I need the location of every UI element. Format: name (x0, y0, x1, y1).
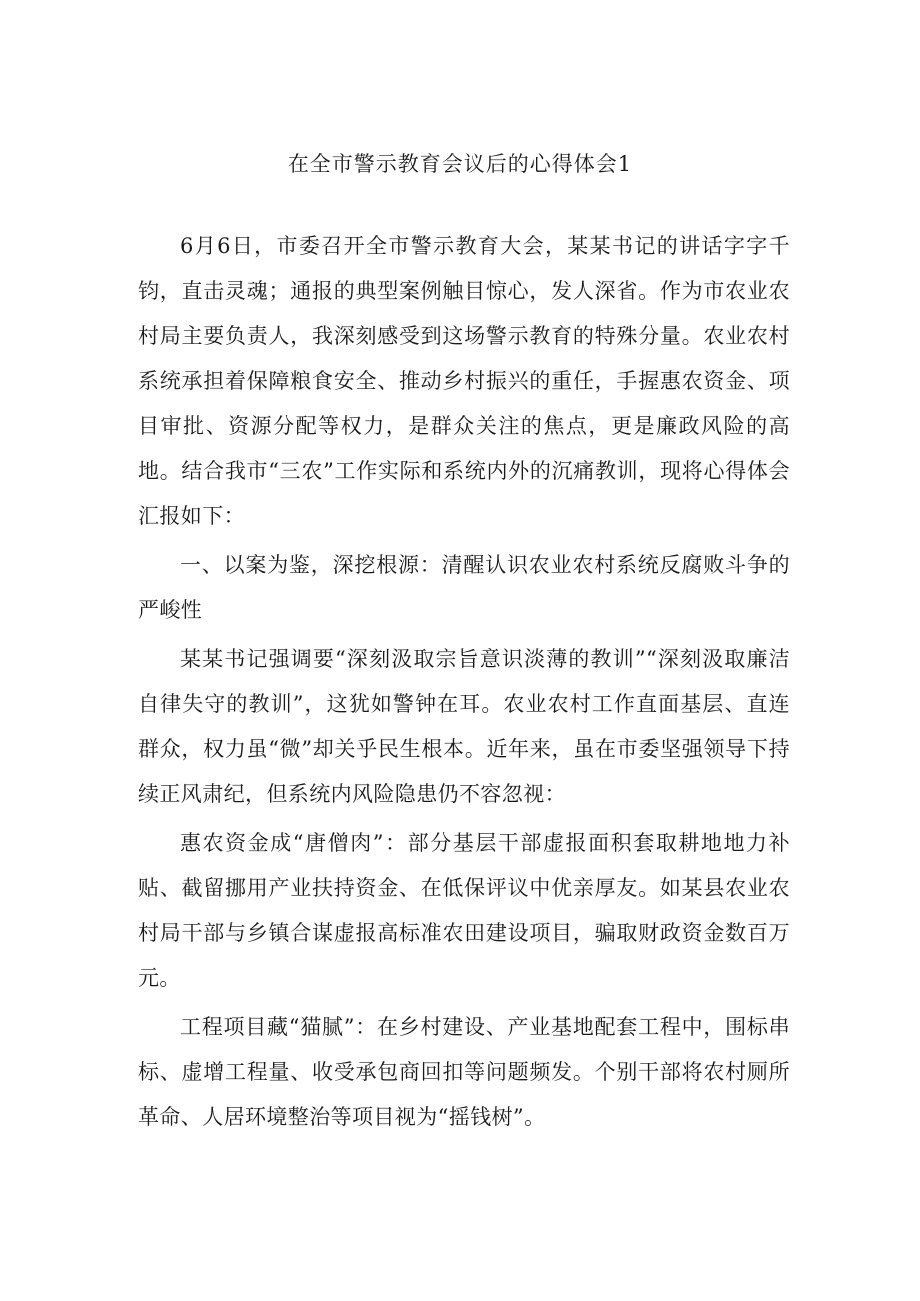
body-paragraph: 某某书记强调要“深刻汲取宗旨意识淡薄的教训”“深刻汲取廉洁自律失守的教训”，这犹如警钟在耳。农业农村工作直面基层、直连群众，权力虽“微”却关乎民生根本。近年来，虽在市委坚强领导下持续正风肃纪，但系统内风险隐患仍不容忽视： (138, 647, 790, 806)
body-paragraph: 工程项目藏“猫腻”：在乡村建设、产业基地配套工程中，围标串标、虚增工程量、收受承包商回扣等问题频发。个别干部将农村厕所革命、人居环境整治等项目视为“摇钱树”。 (138, 1015, 790, 1129)
document-body (138, 224, 790, 1140)
body-paragraph: 惠农资金成“唐僧肉”：部分基层干部虚报面积套取耕地地力补贴、截留挪用产业扶持资金、在低保评议中优亲厚友。如某县农业农村局干部与乡镇合谋虚报高标准农田建设项目，骗取财政资金数百万元。 (138, 831, 790, 990)
section-heading-1: 一、以案为鉴，深挖根源：清醒认识农业农村系统反腐败斗争的严峻性 (138, 553, 790, 622)
document-title: 在全市警示教育会议后的心得体会1 (287, 152, 633, 176)
intro-paragraph: 6月6日，市委召开全市警示教育大会，某某书记的讲话字字千钧，直击灵魂；通报的典型案例触目惊心，发人深省。作为市农业农村局主要负责人，我深刻感受到这场警示教育的特殊分量。农业农村系统承担着保障粮食安全、推动乡村振兴的重任，手握惠农资金、项目审批、资源分配等权力，是群众关注的焦点，更是廉政风险的高地。结合我市“三农”工作实际和系统内外的沉痛教训，现将心得体会汇报如下： (138, 234, 790, 528)
